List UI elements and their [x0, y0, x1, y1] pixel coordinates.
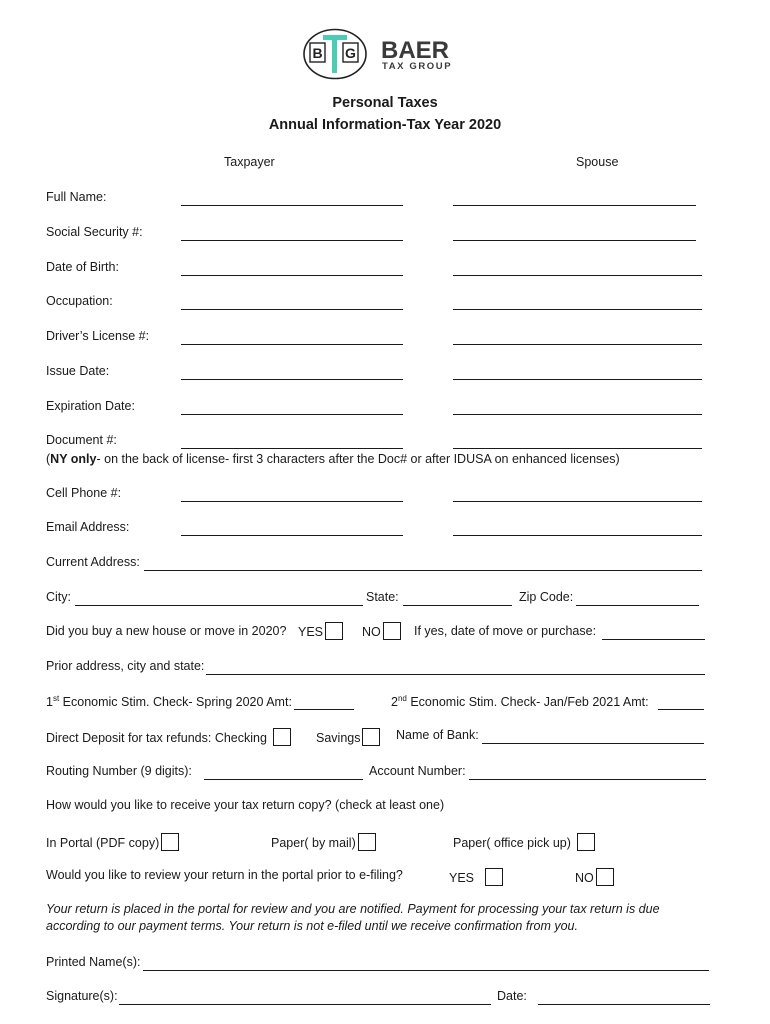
taxpayer-expiration-date-field[interactable]	[181, 414, 403, 415]
receive-copy-row	[46, 798, 726, 818]
baer-tax-group-logo	[303, 28, 473, 80]
paper-mail-checkbox[interactable]	[358, 833, 376, 851]
document-row	[46, 433, 726, 453]
document-note-ny-only: NY only	[50, 452, 97, 466]
zip-label: Zip Code:	[519, 590, 574, 604]
expiration-date-row	[46, 399, 726, 419]
occupation-label: Occupation:	[46, 294, 113, 308]
current-address-field[interactable]	[144, 570, 702, 571]
date-field[interactable]	[538, 1004, 710, 1005]
taxpayer-cell-phone-field[interactable]	[181, 501, 403, 502]
email-row	[46, 520, 726, 540]
notice-line-2: according to our payment terms. Your return is not e-filed until we receive confirmation from you.	[46, 919, 578, 933]
review-row	[46, 868, 726, 888]
printed-names-label: Printed Name(s):	[46, 955, 141, 969]
move-date-field[interactable]	[602, 639, 705, 640]
review-no-checkbox[interactable]	[596, 868, 614, 886]
taxpayer-full-name-field[interactable]	[181, 205, 403, 206]
portal-option: In Portal (PDF copy)	[46, 833, 179, 851]
signatures-label: Signature(s):	[46, 989, 118, 1003]
new-house-question: Did you buy a new house or move in 2020?	[46, 624, 287, 638]
routing-account-row	[46, 764, 726, 784]
review-no-option: NO	[575, 868, 614, 886]
review-yes-option: YES	[449, 868, 503, 886]
spouse-document-field[interactable]	[453, 448, 702, 449]
spouse-occupation-field[interactable]	[453, 309, 702, 310]
page-subtitle: Annual Information-Tax Year 2020	[268, 117, 502, 133]
expiration-date-label: Expiration Date:	[46, 399, 135, 413]
page-title: Personal Taxes	[332, 95, 438, 111]
taxpayer-dob-field[interactable]	[181, 275, 403, 276]
bank-name-field[interactable]	[482, 743, 704, 744]
stimulus-2-amount-field[interactable]	[658, 709, 704, 710]
spouse-expiration-date-field[interactable]	[453, 414, 702, 415]
stimulus-row	[46, 694, 726, 714]
city-state-zip-row	[46, 590, 726, 610]
new-house-no-checkbox[interactable]	[383, 622, 401, 640]
taxpayer-email-field[interactable]	[181, 535, 403, 536]
taxpayer-document-field[interactable]	[181, 448, 403, 449]
date-label: Date:	[497, 989, 527, 1003]
paper-pickup-option: Paper( office pick up)	[453, 833, 595, 851]
delivery-options-row	[46, 833, 726, 853]
spouse-full-name-field[interactable]	[453, 205, 696, 206]
dob-label: Date of Birth:	[46, 260, 119, 274]
column-header-spouse: Spouse	[576, 155, 619, 169]
document-note: (NY only- on the back of license- first 3 characters after the Doc# or after IDUSA on enhanced licenses)	[46, 452, 620, 466]
spouse-issue-date-field[interactable]	[453, 379, 702, 380]
spouse-dob-field[interactable]	[453, 275, 702, 276]
savings-checkbox[interactable]	[362, 728, 380, 746]
paper-mail-option: Paper( by mail)	[271, 833, 376, 851]
stimulus-1-amount-field[interactable]	[294, 709, 354, 710]
issue-date-label: Issue Date:	[46, 364, 110, 378]
signature-row	[46, 989, 726, 1009]
portal-checkbox[interactable]	[161, 833, 179, 851]
new-house-no-option: NO	[362, 622, 401, 640]
ssn-row	[46, 225, 726, 245]
receive-copy-question: How would you like to receive your tax return copy? (check at least one)	[46, 798, 445, 812]
column-header-taxpayer: Taxpayer	[224, 155, 275, 169]
savings-option: Savings	[316, 728, 380, 746]
new-house-row	[46, 624, 726, 644]
license-label: Driver’s License #:	[46, 329, 150, 343]
direct-deposit-row	[46, 728, 726, 748]
logo-letter-b: B	[312, 45, 323, 61]
new-house-yes-checkbox[interactable]	[325, 622, 343, 640]
full-name-row	[46, 190, 726, 210]
review-question: Would you like to review your return in the portal prior to e-filing?	[46, 868, 403, 882]
logo-letter-g: G	[345, 45, 356, 61]
city-label: City:	[46, 590, 71, 604]
logo-name: BAER	[381, 37, 450, 64]
direct-deposit-checking-option: Direct Deposit for tax refunds: Checking	[46, 728, 291, 746]
state-label: State:	[366, 590, 399, 604]
issue-date-row	[46, 364, 726, 384]
prior-address-label: Prior address, city and state:	[46, 659, 205, 673]
license-row	[46, 329, 726, 349]
notice-line-1: Your return is placed in the portal for review and you are notified. Payment for processing your tax return is due	[46, 902, 660, 916]
account-number-field[interactable]	[469, 779, 706, 780]
account-number-label: Account Number:	[369, 764, 466, 778]
cell-phone-row	[46, 486, 726, 506]
spouse-cell-phone-field[interactable]	[453, 501, 702, 502]
paper-pickup-checkbox[interactable]	[577, 833, 595, 851]
prior-address-field[interactable]	[206, 674, 705, 675]
routing-number-field[interactable]	[204, 779, 363, 780]
logo-subname: TAX GROUP	[382, 61, 453, 72]
stimulus-2-label: 2nd Economic Stim. Check- Jan/Feb 2021 Amt:	[391, 694, 649, 710]
signatures-field[interactable]	[119, 1004, 491, 1005]
bank-name-label: Name of Bank:	[396, 728, 479, 742]
prior-address-row	[46, 659, 726, 679]
checking-checkbox[interactable]	[273, 728, 291, 746]
occupation-row	[46, 294, 726, 314]
printed-names-row	[46, 955, 726, 975]
move-date-label: If yes, date of move or purchase:	[414, 624, 597, 638]
full-name-label: Full Name:	[46, 190, 107, 204]
taxpayer-occupation-field[interactable]	[181, 309, 403, 310]
spouse-email-field[interactable]	[453, 535, 702, 536]
dob-row	[46, 260, 726, 280]
ssn-label: Social Security #:	[46, 225, 143, 239]
printed-names-field[interactable]	[143, 970, 709, 971]
spouse-license-field[interactable]	[453, 344, 702, 345]
zip-field[interactable]	[576, 605, 699, 606]
state-field[interactable]	[403, 605, 512, 606]
current-address-row	[46, 555, 726, 575]
new-house-yes-option: YES	[298, 622, 343, 640]
document-label: Document #:	[46, 433, 117, 447]
taxpayer-issue-date-field[interactable]	[181, 379, 403, 380]
cell-phone-label: Cell Phone #:	[46, 486, 122, 500]
taxpayer-license-field[interactable]	[181, 344, 403, 345]
review-yes-checkbox[interactable]	[485, 868, 503, 886]
spouse-ssn-field[interactable]	[453, 240, 696, 241]
stimulus-1-label: 1st Economic Stim. Check- Spring 2020 Amt:	[46, 694, 292, 710]
routing-number-label: Routing Number (9 digits):	[46, 764, 192, 778]
city-field[interactable]	[75, 605, 363, 606]
current-address-label: Current Address:	[46, 555, 140, 569]
btg-monogram-icon	[303, 28, 473, 80]
email-label: Email Address:	[46, 520, 130, 534]
taxpayer-ssn-field[interactable]	[181, 240, 403, 241]
